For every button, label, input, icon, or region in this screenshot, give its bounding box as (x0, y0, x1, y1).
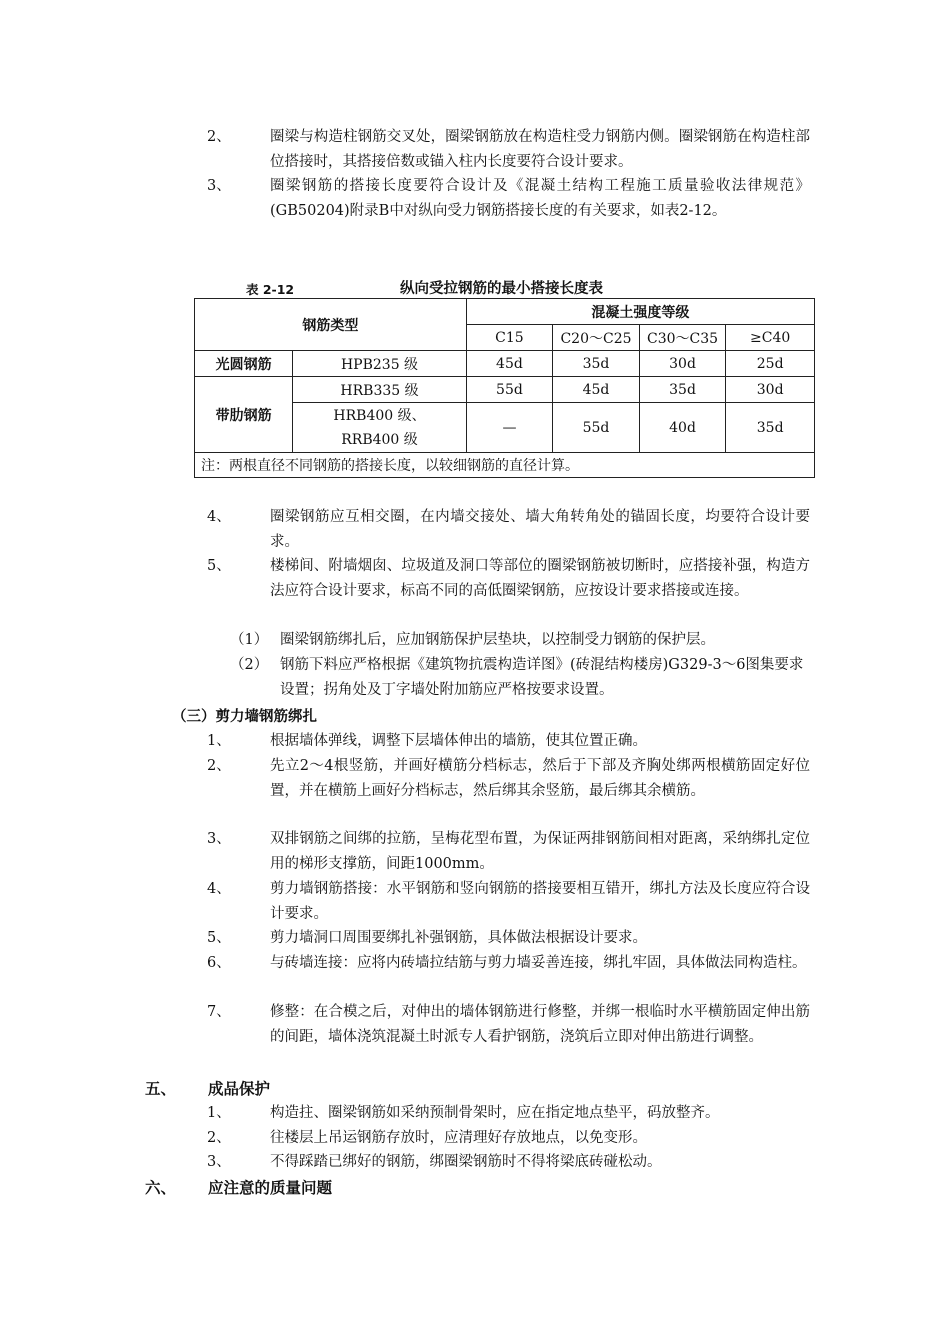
section-title: 成品保护 (208, 1080, 271, 1098)
item-number: 4、 (207, 881, 231, 897)
rebar-group: 带肋钢筋 (195, 377, 293, 453)
item-number: 2、 (207, 129, 231, 145)
grade-header: C15 (466, 325, 553, 351)
sub-item-number: （1） (230, 632, 269, 648)
item-text: 圈梁与构造柱钢筋交叉处，圈梁钢筋放在构造柱受力钢筋内侧。圈梁钢筋在构造柱部位搭接时，其搭接倍数或锚入柱内长度要符合设计要求。 (270, 129, 810, 170)
item-number: 3、 (207, 178, 231, 194)
lap-length-table (194, 298, 815, 478)
section-title: 应注意的质量问题 (208, 1179, 333, 1197)
item-text: 楼梯间、附墙烟囱、垃圾道及洞口等部位的圈梁钢筋被切断时，应搭接补强，构造方法应符合设计要求，标高不同的高低圈梁钢筋，应按设计要求搭接或连接。 (270, 558, 810, 599)
table-cell: 35d (639, 377, 726, 403)
item-text: 剪力墙钢筋搭接：水平钢筋和竖向钢筋的搭接要相互错开，绑扎方法及长度应符合设计要求。 (270, 881, 810, 922)
item-number: 3、 (207, 1154, 231, 1170)
table-label: 表 2-12 (246, 282, 295, 297)
rebar-type: HPB235 级 (293, 351, 466, 377)
item-text: 与砖墙连接：应将内砖墙拉结筋与剪力墙妥善连接，绑扎牢固，具体做法同构造柱。 (270, 955, 807, 971)
table-row (195, 377, 815, 403)
section-heading: （三）剪力墙钢筋绑扎 (172, 709, 317, 725)
item-number: 5、 (207, 930, 231, 946)
item-text: 剪力墙洞口周围要绑扎补强钢筋，具体做法根据设计要求。 (270, 930, 647, 946)
item-text: 双排钢筋之间绑的拉筋，呈梅花型布置，为保证两排钢筋间相对距离，采纳绑扎定位用的梯形支撑筋，间距1000mm。 (270, 831, 810, 872)
item-number: 2、 (207, 758, 231, 774)
sub-item-number: （2） (230, 657, 269, 673)
item-text: 先立2～4根竖筋，并画好横筋分档标志，然后于下部及齐胸处绑两根横筋固定好位置，并在横筋上画好分档标志，然后绑其余竖筋，最后绑其余横筋。 (270, 758, 810, 799)
rebar-group: 光圆钢筋 (195, 351, 293, 377)
item-text: 圈梁钢筋应互相交圈，在内墙交接处、墙大角转角处的锚固长度，均要符合设计要求。 (270, 509, 810, 550)
item-text: 圈梁钢筋的搭接长度要符合设计及《混凝土结构工程施工质量验收法律规范》(GB50204)附录B中对纵向受力钢筋搭接长度的有关要求，如表2-12。 (270, 178, 810, 219)
section-number: 五、 (145, 1080, 177, 1098)
table-row (195, 351, 815, 377)
item-number: 6、 (207, 955, 231, 971)
sub-item-text: 钢筋下料应严格根据《建筑物抗震构造详图》(砖混结构楼房)G329-3～6图集要求设置；拐角处及丁字墙处附加筋应严格按要求设置。 (280, 657, 804, 698)
grade-header: ≥C40 (726, 325, 815, 351)
item-number: 5、 (207, 558, 231, 574)
table-cell: — (466, 403, 553, 453)
table-cell: 30d (639, 351, 726, 377)
item-number: 1、 (207, 1105, 231, 1121)
grade-header: C20～C25 (553, 325, 640, 351)
table-cell: 40d (639, 403, 726, 453)
item-number: 3、 (207, 831, 231, 847)
table-note: 注：两根直径不同钢筋的搭接长度，以较细钢筋的直径计算。 (195, 453, 815, 478)
table-cell: 35d (553, 351, 640, 377)
item-text: 往楼层上吊运钢筋存放时，应清理好存放地点，以免变形。 (270, 1130, 647, 1146)
table-cell: 55d (466, 377, 553, 403)
rebar-type: HRB400 级、RRB400 级 (293, 403, 466, 453)
table-cell: 55d (553, 403, 640, 453)
table-cell: 35d (726, 403, 815, 453)
table-cell: 30d (726, 377, 815, 403)
header-rebar-type: 钢筋类型 (195, 299, 467, 351)
table-cell: 45d (466, 351, 553, 377)
table-cell: 25d (726, 351, 815, 377)
item-number: 2、 (207, 1130, 231, 1146)
section-number: 六、 (145, 1179, 177, 1197)
table-title: 纵向受拉钢筋的最小搭接长度表 (400, 281, 603, 297)
sub-item-text: 圈梁钢筋绑扎后，应加钢筋保护层垫块，以控制受力钢筋的保护层。 (280, 632, 715, 648)
header-concrete-grade: 混凝土强度等级 (466, 299, 814, 325)
rebar-type: HRB335 级 (293, 377, 466, 403)
item-text: 构造拄、圈梁钢筋如采纳预制骨架时，应在指定地点垫平，码放整齐。 (270, 1105, 720, 1121)
item-number: 1、 (207, 733, 231, 749)
table-cell: 45d (553, 377, 640, 403)
item-text: 根据墙体弹线，调整下层墙体伸出的墙筋，使其位置正确。 (270, 733, 647, 749)
grade-header: C30～C35 (639, 325, 726, 351)
item-number: 7、 (207, 1004, 231, 1020)
item-text: 不得踩踏已绑好的钢筋，绑圈梁钢筋时不得将梁底砖碰松动。 (270, 1154, 662, 1170)
item-number: 4、 (207, 509, 231, 525)
item-text: 修整：在合模之后，对伸出的墙体钢筋进行修整，并绑一根临时水平横筋固定伸出筋的间距，墙体浇筑混凝土时派专人看护钢筋，浇筑后立即对伸出筋进行调整。 (270, 1004, 810, 1045)
